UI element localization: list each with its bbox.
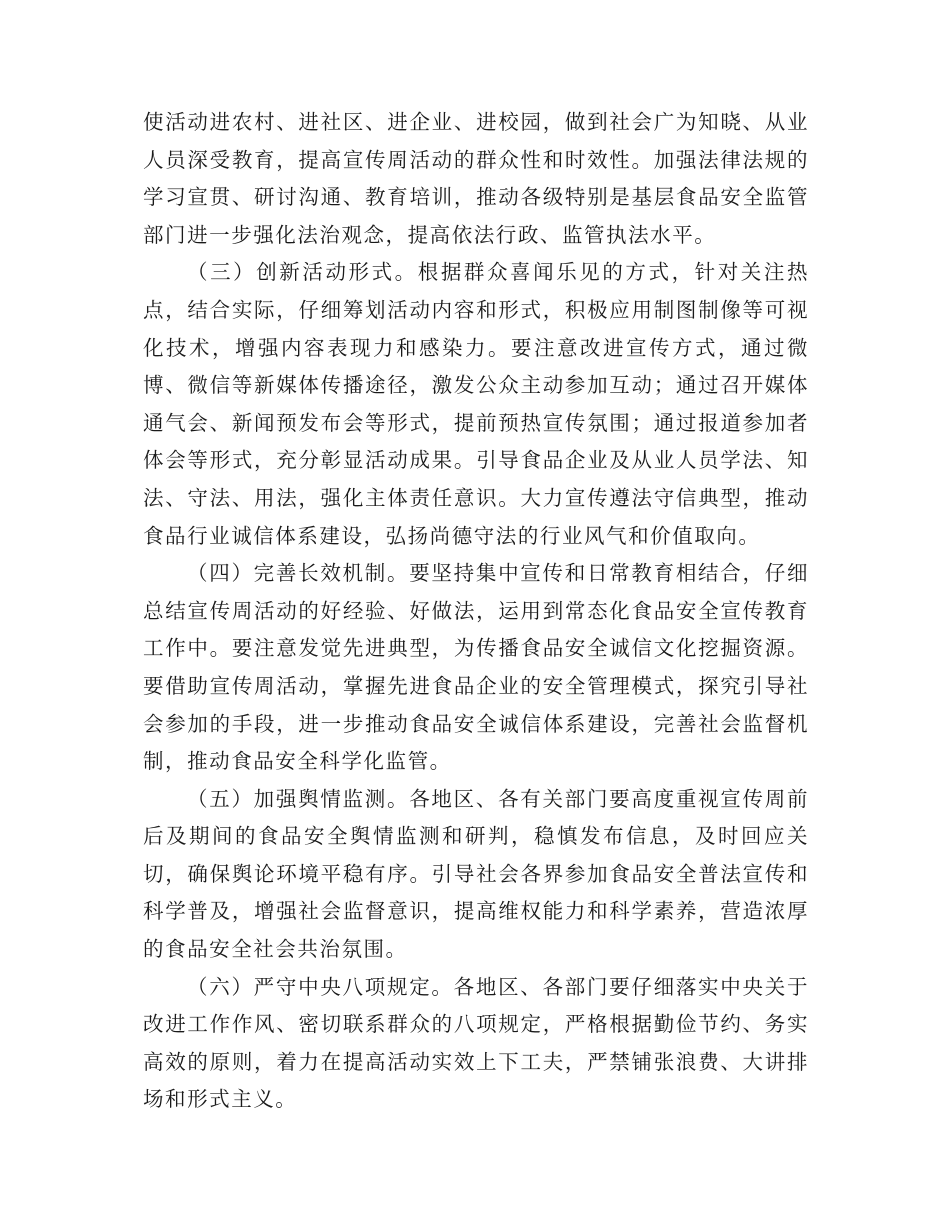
paragraph-section-three: （三）创新活动形式。根据群众喜闻乐见的方式，针对关注热点，结合实际，仔细筹划活动内容和形式，积极应用制图制像等可视化技术，增强内容表现力和感染力。要注意改进宣传方式，通过微博、微信等新媒体传播途径，激发公众主动参加互动；通过召开媒体通气会、新闻预发布会等形式，提前预热宣传氛围；通过报道参加者体会等形式，充分彰显活动成果。引导食品企业及从业人员学法、知法、守法、用法，强化主体责任意识。大力宣传遵法守信典型，推动食品行业诚信体系建设，弘扬尚德守法的行业风气和价值取向。: [143, 260, 809, 548]
paragraph-section-four: （四）完善长效机制。要坚持集中宣传和日常教育相结合，仔细总结宣传周活动的好经验、好做法，运用到常态化食品安全宣传教育工作中。要注意发觉先进典型，为传播食品安全诚信文化挖掘资源。要借助宣传周活动，掌握先进食品企业的安全管理模式，探究引导社会参加的手段，进一步推动食品安全诚信体系建设，完善社会监督机制，推动食品安全科学化监管。: [143, 561, 809, 774]
paragraph-continuation: 使活动进农村、进社区、进企业、进校园，做到社会广为知晓、从业人员深受教育，提高宣传周活动的群众性和时效性。加强法律法规的学习宣贯、研讨沟通、教育培训，推动各级特别是基层食品安全监管部门进一步强化法治观念，提高依法行政、监管执法水平。: [143, 110, 809, 247]
paragraph-section-six: （六）严守中央八项规定。各地区、各部门要仔细落实中央关于改进工作作风、密切联系群众的八项规定，严格根据勤俭节约、务实高效的原则，着力在提高活动实效上下工夫，严禁铺张浪费、大讲排场和形式主义。: [143, 974, 809, 1112]
paragraph-section-five: （五）加强舆情监测。各地区、各有关部门要高度重视宣传周前后及期间的食品安全舆情监测和研判，稳慎发布信息，及时回应关切，确保舆论环境平稳有序。引导社会各界参加食品安全普法宣传和科学普及，增强社会监督意识，提高维权能力和科学素养，营造浓厚的食品安全社会共治氛围。: [143, 786, 809, 962]
document-page: [143, 104, 809, 1119]
